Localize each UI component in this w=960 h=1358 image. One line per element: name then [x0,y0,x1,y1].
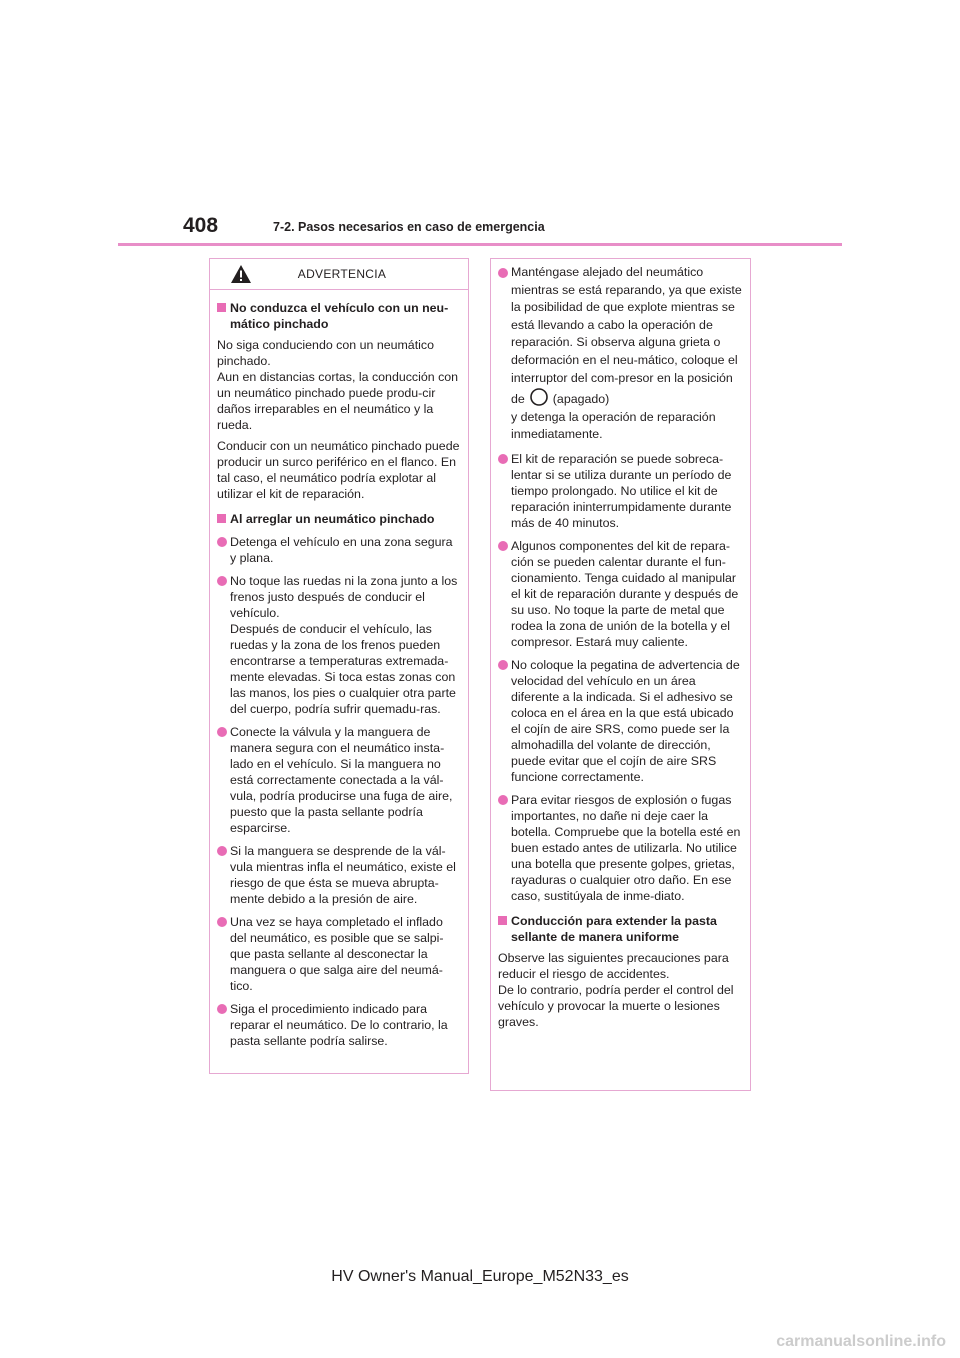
header-rule [118,243,842,246]
list-item: Detenga el vehículo en una zona segura y plana. [217,534,462,566]
warning-triangle-icon [230,264,252,284]
watermark: carmanualsonline.info [776,1333,946,1350]
list-item: El kit de reparación se puede sobreca-lentar si se utiliza durante un período de tiempo prolongado. No utilice el kit de reparación ininterrumpidamente durante más de 40 minutos. [498,451,744,531]
section-title: 7-2. Pasos necesarios en caso de emergencia [273,220,545,234]
list-item: Algunos componentes del kit de repara-ción se pueden calentar durante el fun-cionamiento. Tenga cuidado al manipular el kit de reparación durante y después de su uso. No toque la parte de metal que rodea la zona de unión de la botella y el compresor. Estará muy caliente. [498,538,744,650]
paragraph-line: No siga conduciendo con un neumático pinchado. [217,338,434,368]
warning-box-right [490,258,751,1091]
list-item: Si la manguera se desprende de la vál-vula mientras infla el neumático, existe el riesgo de que ésta se mueva abrupta-mente debido a la presión de aire. [217,843,462,907]
warning-header [210,259,468,290]
list-item [498,264,744,444]
paragraph [217,337,462,433]
list-item-text: Después de conducir el vehículo, las ruedas y la zona de los frenos pueden encontrarse a temperaturas extremada-mente elevadas. Si toca estas zonas con las manos, los pies o cualquier otra parte del cuerpo, podría sufrir quemadu-ras. [230,622,456,716]
warning-box-left [209,258,469,1074]
list-item-text: No toque las ruedas ni la zona junto a los frenos justo después de conducir el vehículo. [230,574,458,620]
list-item: Para evitar riesgos de explosión o fugas importantes, no dañe ni deje caer la botella. Compruebe que la botella esté en buen estado antes de utilizarla. No utilice una botella que presente golpes, grietas, rayaduras o cualquier otro daño. En ese caso, sustitúyala de inme-diato. [498,792,744,904]
list-item-text: Manténgase alejado del neumático mientras se está reparando, ya que existe la posibilidad de que explote mientras se está llevando a cabo la operación de reparación. Si observa alguna grieta o deformación en el neu-mático, coloque el interruptor del com-presor en la posición de [511,265,742,407]
paragraph [498,950,744,1030]
heading-drive: Conducción para extender la pasta sellante de manera uniforme [498,913,744,945]
power-off-icon [529,387,549,407]
warning-content [491,259,750,1030]
page-number: 408 [183,214,219,237]
list-item: No coloque la pegatina de advertencia de velocidad del vehículo en un área diferente a la indicada. Si el adhesivo se coloca en el área en la que está ubicado el cojín de aire SRS, como puede ser la almohadilla del volante de dirección, puede evitar que el cojín de aire SRS funcione correctamente. [498,657,744,785]
list-item-text: (apagado) [552,392,610,407]
paragraph-line: De lo contrario, podría perder el control del vehículo y provocar la muerte o lesiones graves. [498,982,734,1029]
heading-repair: Al arreglar un neumático pinchado [217,511,462,527]
warning-label: ADVERTENCIA [297,267,387,281]
list-item: Conecte la válvula y la manguera de manera segura con el neumático insta-lado en el vehículo. Si la manguera no está correctamente conectada a la vál-vula, podría producirse una fuga de aire, puesto que la pasta sellante podría esparcirse. [217,724,462,836]
footer-manual-name: HV Owner's Manual_Europe_M52N33_es [331,1268,629,1285]
list-item: Siga el procedimiento indicado para reparar el neumático. De lo contrario, la pasta sellante podría salirse. [217,1001,462,1049]
list-item: Una vez se haya completado el inflado del neumático, es posible que se salpi-que pasta sellante al desconectar la manguera o que salga aire del neumá-tico. [217,914,462,994]
paragraph: Conducir con un neumático pinchado puede producir un surco periférico en el flanco. En tal caso, el neumático podría explotar al utilizar el kit de reparación. [217,439,460,501]
paragraph-line: Observe las siguientes precauciones para reducir el riesgo de accidentes. [498,950,729,981]
list-item-text: y detenga la operación de reparación inmediatamente. [511,409,716,442]
list-item [217,573,462,717]
heading-flat-tire: No conduzca el vehículo con un neu-mático pinchado [217,300,462,332]
paragraph-line: Aun en distancias cortas, la conducción con un neumático pinchado puede produ-cir daños irreparables en el neumático y la rueda. [217,370,459,432]
warning-content [210,290,468,1049]
